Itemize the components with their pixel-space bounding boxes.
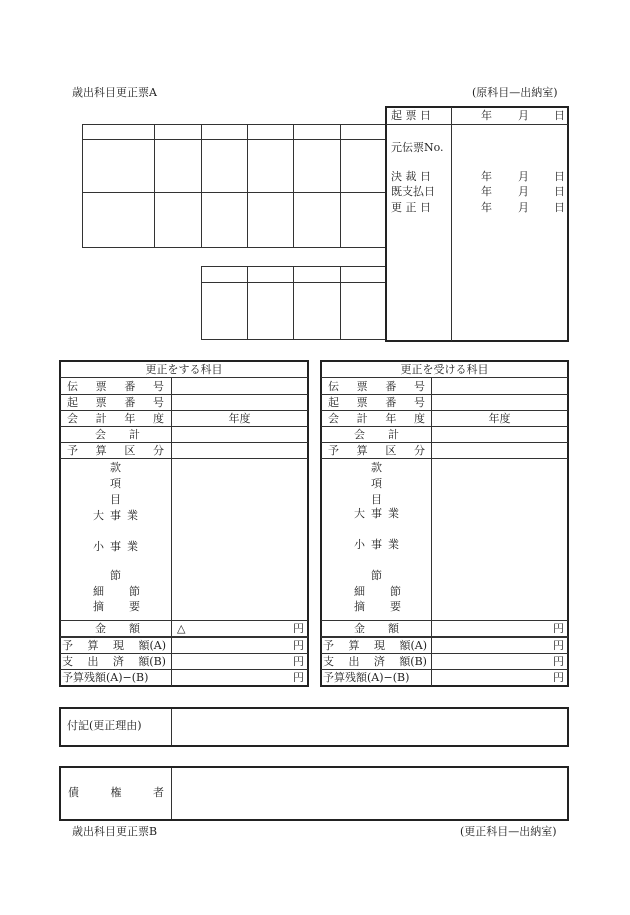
target-section-title: 更正を受ける科目 <box>400 363 489 376</box>
target-denpyo-bango-label: 伝 票 番 号 <box>328 380 425 393</box>
kihyo-year: 年 <box>481 109 492 122</box>
source-yosan-zangaku-yen: 円 <box>293 671 304 684</box>
source-nendo-value: 年度 <box>228 412 251 425</box>
source-yosan-gengaku-label: 予 算 現 額(A) <box>62 639 166 652</box>
target-shishutsu-label: 支 出 済 額(B) <box>323 655 427 668</box>
target-sho-jigyo-label: 小 事 業 <box>354 538 399 551</box>
kosei-year: 年 <box>481 201 492 214</box>
source-section-title: 更正をする科目 <box>145 363 223 376</box>
target-kan-label: 款 <box>371 461 382 474</box>
remarks-label: 付記(更正理由) <box>67 719 142 732</box>
target-kaikei-nendo-label: 会 計 年 度 <box>328 412 425 425</box>
kessai-date-label: 決 裁 日 <box>391 170 431 183</box>
source-kou-label: 項 <box>110 477 121 490</box>
source-dai-jigyo-label: 大 事 業 <box>93 509 138 522</box>
source-kaikei-nendo-label: 会 計 年 度 <box>67 412 164 425</box>
form-title-a: 歳出科目更正票A <box>72 86 157 99</box>
source-kingaku-label: 金 額 <box>95 622 140 635</box>
source-kaikei-label: 会 計 <box>95 428 140 441</box>
kessai-month: 月 <box>518 170 529 183</box>
source-setsu-label: 節 <box>110 569 121 582</box>
kosei-date-label: 更 正 日 <box>391 201 431 214</box>
source-saisetsu-label: 細 節 <box>93 585 140 598</box>
target-kingaku-label: 金 額 <box>354 622 399 635</box>
target-kihyo-bango-label: 起 票 番 号 <box>328 396 425 409</box>
remarks-input-area[interactable] <box>173 709 566 745</box>
target-yosan-zangaku-yen: 円 <box>553 671 564 684</box>
kosei-day: 日 <box>554 201 565 214</box>
kishiharai-day: 日 <box>554 185 565 198</box>
source-yosan-gengaku-yen: 円 <box>293 639 304 652</box>
department-a: (原科目—出納室) <box>472 86 558 99</box>
kishiharai-date-label: 既支払日 <box>391 185 435 198</box>
target-kingaku-yen: 円 <box>553 622 564 635</box>
target-nendo-value: 年度 <box>488 412 511 425</box>
source-kihyo-bango-label: 起 票 番 号 <box>67 396 164 409</box>
target-yosan-kubun-label: 予 算 区 分 <box>328 444 425 457</box>
target-moku-label: 目 <box>371 493 382 506</box>
source-tekiyo-label: 摘 要 <box>93 600 140 613</box>
target-setsu-label: 節 <box>371 569 382 582</box>
source-kingaku-yen: 円 <box>293 622 304 635</box>
source-yosan-zangaku-label: 予算残額(A)−(B) <box>62 671 149 684</box>
target-yosan-gengaku-yen: 円 <box>553 639 564 652</box>
kishiharai-year: 年 <box>481 185 492 198</box>
target-kaikei-label: 会 計 <box>354 428 399 441</box>
source-shishutsu-yen: 円 <box>293 655 304 668</box>
target-kou-label: 項 <box>371 477 382 490</box>
kishiharai-month: 月 <box>518 185 529 198</box>
kihyo-day: 日 <box>554 109 565 122</box>
target-tekiyo-label: 摘 要 <box>354 600 401 613</box>
source-shishutsu-label: 支 出 済 額(B) <box>62 655 166 668</box>
kessai-year: 年 <box>481 170 492 183</box>
target-saisetsu-label: 細 節 <box>354 585 401 598</box>
kessai-day: 日 <box>554 170 565 183</box>
source-denpyo-bango-label: 伝 票 番 号 <box>67 380 164 393</box>
kihyo-date-label: 起 票 日 <box>391 109 431 122</box>
department-b: (更正科目—出納室) <box>460 825 557 838</box>
target-yosan-gengaku-label: 予 算 現 額(A) <box>323 639 427 652</box>
source-yosan-kubun-label: 予 算 区 分 <box>67 444 164 457</box>
creditor-label: 債 権 者 <box>68 786 164 799</box>
target-yosan-zangaku-label: 予算残額(A)−(B) <box>323 671 410 684</box>
target-dai-jigyo-label: 大 事 業 <box>354 507 399 520</box>
source-kan-label: 款 <box>110 461 121 474</box>
source-moku-label: 目 <box>110 493 121 506</box>
kosei-month: 月 <box>518 201 529 214</box>
original-voucher-no: 元伝票No. <box>391 141 444 154</box>
target-shishutsu-yen: 円 <box>553 655 564 668</box>
source-sho-jigyo-label: 小 事 業 <box>93 540 138 553</box>
kihyo-month: 月 <box>518 109 529 122</box>
source-decrease-mark: △ <box>177 622 186 635</box>
form-title-b: 歳出科目更正票B <box>72 825 158 838</box>
creditor-input-area[interactable] <box>173 768 566 819</box>
